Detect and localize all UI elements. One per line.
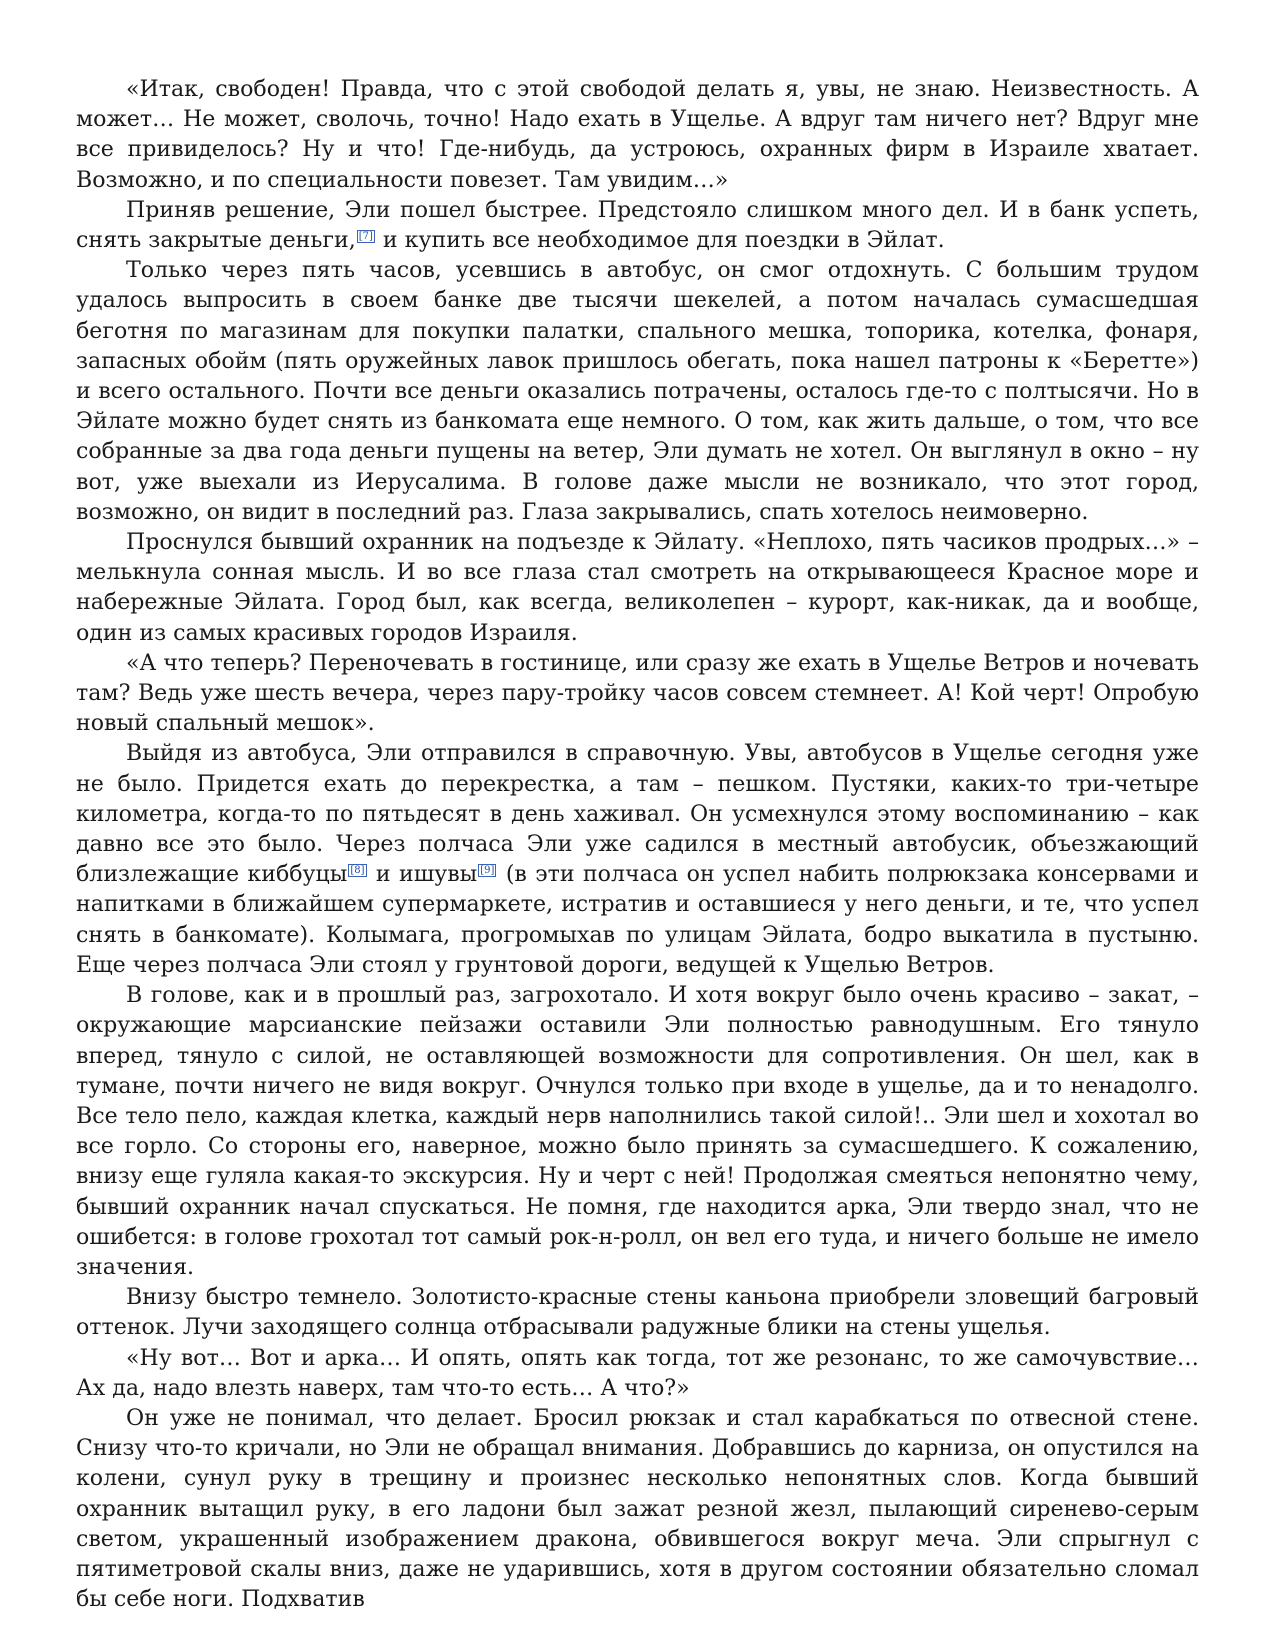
paragraph [76,195,1199,255]
paragraph: Он уже не понимал, что делает. Бросил рюкзак и стал карабкаться по отвесной стене. Снизу что-то кричали, но Эли не обращал внимания. Добравшись до карниза, он опустился на колени, сунул руку в трещину и произнес несколько непонятных слов. Когда бывший охранник вытащил руку, в его ладони был зажат резной жезл, пылающий сиренево-серым светом, украшенный изображением дракона, обвившегося вокруг меча. Эли спрыгнул с пятиметровой скалы вниз, даже не ударившись, хотя в другом состоянии обязательно сломал бы себе ноги. Подхватив [76,1404,1199,1613]
paragraph-text: и ишувы [367,861,478,888]
footnote-link[interactable]: [8] [350,864,365,876]
paragraph-text: Приняв решение, Эли пошел быстрее. Предстояло слишком много дел. И в банк успеть, снять закрытые деньги, [76,196,1199,254]
footnote-link[interactable]: [9] [480,864,495,876]
paragraph [76,738,1199,980]
paragraph: Внизу быстро темнело. Золотисто-красные стены каньона приобрели зловещий багровый оттенок. Лучи заходящего солнца отбрасывали радужные блики на стены ущелья. [76,1284,1199,1341]
paragraph: «А что теперь? Переночевать в гостинице, или сразу же ехать в Ущелье Ветров и ночевать там? Ведь уже шесть вечера, через пару-тройку часов совсем стемнеет. А! Кой черт! Опробую новый спальный мешок». [76,649,1199,737]
footnote-link[interactable]: [7] [358,230,373,242]
paragraph-text: (в эти полчаса он успел набить полрюкзака консервами и напитками в ближайшем супермаркете, истратив и оставшиеся у него деньги, и те, что успел снять в банкомате). Колымага, прогромыхав по улицам Эйлата, бодро выкатила в пустыню. Еще через полчаса Эли стоял у грунтовой дороги, ведущей к Ущелью Ветров. [76,861,1200,978]
paragraph: Только через пять часов, усевшись в автобус, он смог отдохнуть. С большим трудом удалось выпросить в своем банке две тысячи шекелей, а потом началась сумасшедшая беготня по магазинам для покупки палатки, спального мешка, топорика, котелка, фонаря, запасных обойм (пять оружейных лавок пришлось обегать, пока нашел патроны к «Беретте») и всего остального. Почти все деньги оказались потрачены, осталось где-то с полтысячи. Но в Эйлате можно будет снять из банкомата еще немного. О том, как жить дальше, о том, что все собранные за два года деньги пущены на ветер, Эли думать не хотел. Он выглянул в окно – ну вот, уже выехали из Иерусалима. В голове даже мысли не возникало, что этот город, возможно, он видит в последний раз. Глаза закрывались, спать хотелось неимоверно. [76,257,1199,525]
paragraph-text: и купить все необходимое для поездки в Эйлат. [375,227,945,254]
paragraph-text: Выйдя из автобуса, Эли отправился в справочную. Увы, автобусов в Ущелье сегодня уже не было. Придется ехать до перекрестка, а там – пешком. Пустяки, каких-то три-четыре километра, когда-то по пятьдесят в день хаживал. Он усмехнулся этому воспоминанию – как давно все это было. Через полчаса Эли уже садился в местный автобусик, объезжающий близлежащие киббуцы [76,740,1199,888]
paragraph: «Итак, свободен! Правда, что с этой свободой делать я, увы, не знаю. Неизвестность. А может… Не может, сволочь, точно! Надо ехать в Ущелье. А вдруг там ничего нет? Вдруг мне все привиделось? Ну и что! Где-нибудь, да устроюсь, охранных фирм в Израиле хватает. Возможно, и по специальности повезет. Там увидим…» [76,76,1199,193]
paragraph: В голове, как и в прошлый раз, загрохотало. И хотя вокруг было очень красиво – закат, – окружающие марсианские пейзажи оставили Эли полностью равнодушным. Его тянуло вперед, тянуло с силой, не оставляющей возможности для сопротивления. Он шел, как в тумане, почти ничего не видя вокруг. Очнулся только при входе в ущелье, да и то ненадолго. Все тело пело, каждая клетка, каждый нерв наполнились такой силой!.. Эли шел и хохотал во все горло. Со стороны его, наверное, можно было принять за сумасшедшего. К сожалению, внизу еще гуляла какая-то экскурсия. Ну и черт с ней! Продолжая смеяться непонятно чему, бывший охранник начал спускаться. Не помня, где находится арка, Эли твердо знал, что не ошибется: в голове грохотал тот самый рок-н-ролл, он вел его туда, и ничего больше не имело значения. [76,982,1199,1280]
paragraph: Проснулся бывший охранник на подъезде к Эйлату. «Неплохо, пять часиков продрых…» – мелькнула сонная мысль. И во все глаза стал смотреть на открывающееся Красное море и набережные Эйлата. Город был, как всегда, великолепен – курорт, как-никак, да и вообще, один из самых красивых городов Израиля. [76,529,1199,646]
paragraph: «Ну вот… Вот и арка… И опять, опять как тогда, тот же резонанс, то же самочувствие… Ах да, надо влезть наверх, там что-то есть… А что?» [76,1344,1199,1401]
document-page [76,74,1199,1614]
